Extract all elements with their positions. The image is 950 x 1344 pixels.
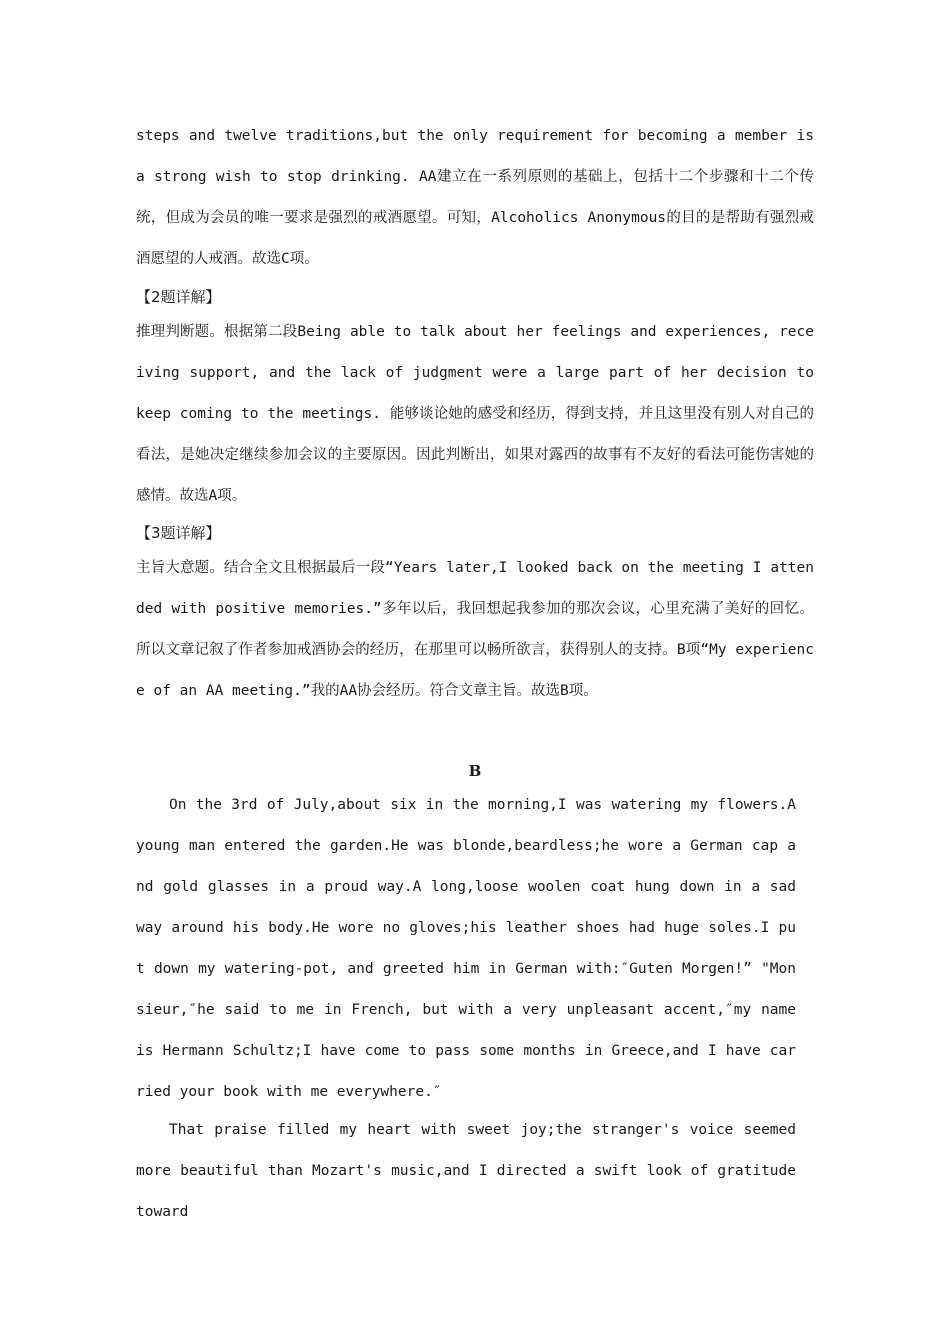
passage-b-paragraph-1: On the 3rd of July,about six in the morning,I was watering my flowers.A young man entered the garden.He was blonde,beardless;he wore a German cap and gold glasses in a proud way.A long,loose woolen coat hung down in a sad way around his body.He wore no gloves;his leather shoes had huge soles.I put down my watering-pot, and greeted him in German with:″Guten Morgen!” "Monsieur,″he said to me in French, but with a very unpleasant accent,″my name is Hermann Schultz;I have come to pass some months in Greece,and I have carried your book with me everywhere.″ — [136, 797, 796, 1100]
question-2-heading: 【2题详解】 — [136, 288, 221, 306]
question-2-explanation: 推理判断题。根据第二段Being able to talk about her feelings and experiences, receiving support, and the lack of judgment were a large part of her decision to keep coming to the meetings. 能够谈论她的感受和经历，得到支持，并且这里没有别人对自己的看法，是她决定继续参加会议的主要原因。因此判断出，如果对露西的故事有不友好的看法可能伤害她的感情。故选A项。 — [136, 324, 814, 504]
question-3-explanation: 主旨大意题。结合全文且根据最后一段“Years later,I looked back on the meeting I attended with positive memories.”多年以后，我回想起我参加的那次会议，心里充满了美好的回忆。所以文章记叙了作者参加戒酒协会的经历，在那里可以畅所欲言，获得别人的支持。B项“My experience of an AA meeting.”我的AA协会经历。符合文章主旨。故选B项。 — [136, 560, 814, 699]
passage-b-title: B — [468, 762, 482, 780]
passage-b-paragraph-2: That praise filled my heart with sweet joy;the stranger's voice seemed more beautiful than Mozart's music,and I directed a swift look of gratitude toward — [136, 1122, 796, 1220]
answer-1-explanation-continued: steps and twelve traditions,but the only requirement for becoming a member is a strong wish to stop drinking. AA建立在一系列原则的基础上，包括十二个步骤和十二个传统，但成为会员的唯一要求是强烈的戒酒愿望。可知，Alcoholics Anonymous的目的是帮助有强烈戒酒愿望的人戒酒。故选C项。 — [136, 128, 814, 267]
question-3-heading: 【3题详解】 — [136, 524, 221, 542]
